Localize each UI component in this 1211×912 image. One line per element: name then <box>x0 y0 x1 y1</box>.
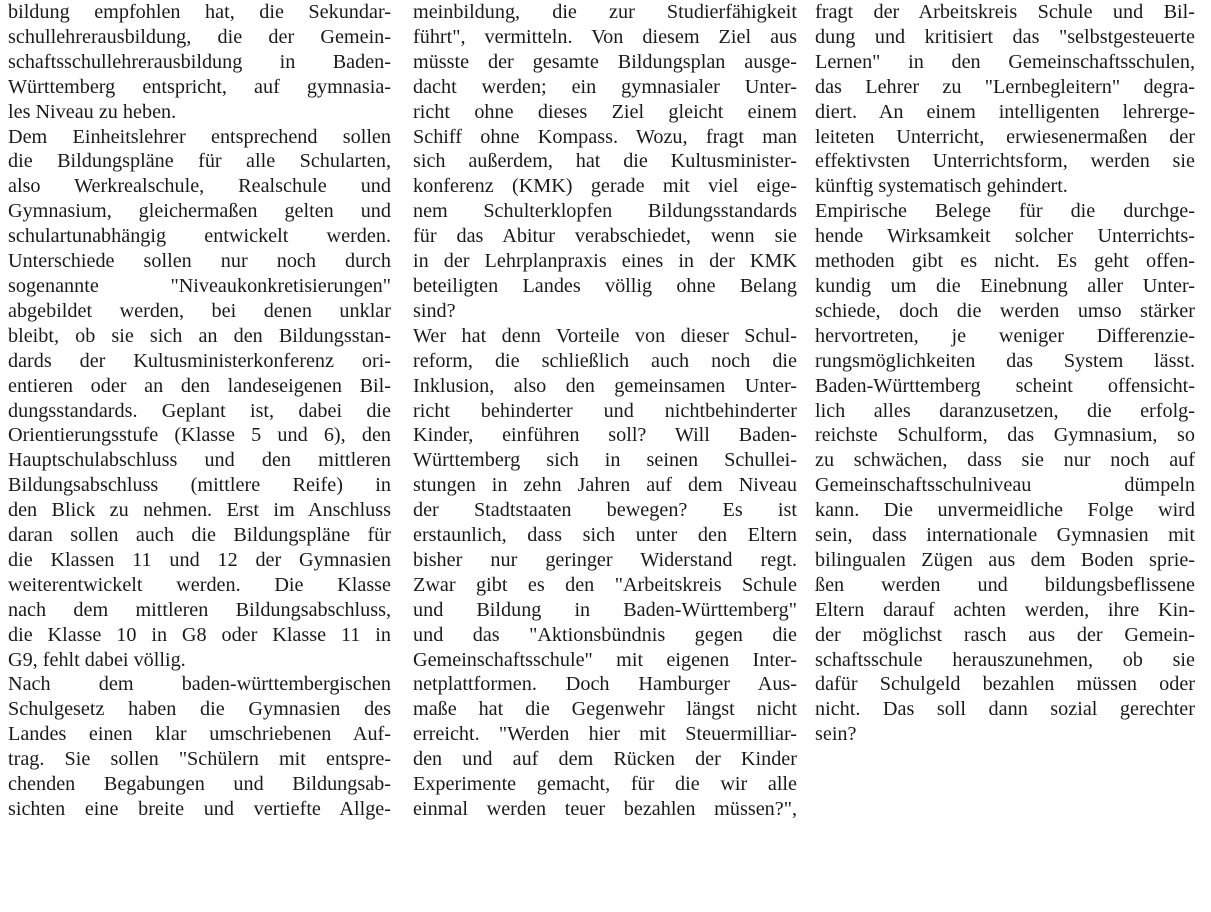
text-line: rungsmöglichkeiten das System lässt. <box>815 349 1195 372</box>
text-line: reichste Schulform, das Gymnasium, so <box>815 424 1195 447</box>
text-line: weiterentwickelt werden. Die Klasse <box>8 573 391 596</box>
text-line: sogenannte "Niveaukonkretisierungen" <box>8 274 391 297</box>
text-line: also Werkrealschule, Realschule und <box>8 175 391 198</box>
paragraph <box>8 672 391 821</box>
text-line: Lernen" in den Gemeinschaftsschulen, <box>815 50 1195 73</box>
text-line: die Klasse 10 in G8 oder Klasse 11 in <box>8 623 391 646</box>
paragraph <box>815 199 1195 747</box>
text-line: netplattformen. Doch Hamburger Aus- <box>413 673 797 696</box>
text-line: bildung empfohlen hat, die Sekundar- <box>8 1 391 23</box>
text-line: schulartunabhängig entwickelt werden. <box>8 225 391 248</box>
text-line: zu schwächen, dass sie nur noch auf <box>815 449 1195 472</box>
text-line: für das Abitur verabschiedet, wenn sie <box>413 225 797 248</box>
text-line: hende Wirksamkeit solcher Unterrichts- <box>815 225 1195 248</box>
text-line: und das "Aktionsbündnis gegen die <box>413 623 797 646</box>
text-line: schaftsschule herauszunehmen, ob sie <box>815 648 1195 671</box>
text-line: richt behinderter und nichtbehinderter <box>413 399 797 422</box>
text-line: künftig systematisch gehindert. <box>815 175 1068 198</box>
text-line: daran sollen auch die Bildungspläne für <box>8 524 391 547</box>
text-line: methoden gibt es nicht. Es geht offen- <box>815 250 1195 273</box>
text-line: der Stadtstaaten bewegen? Es ist <box>413 499 797 522</box>
text-line: in der Lehrplanpraxis eines in der KMK <box>413 250 797 273</box>
text-line: meinbildung, die zur Studierfähigkeit <box>413 1 797 23</box>
text-line: sein? <box>815 723 857 746</box>
text-line: chenden Begabungen und Bildungsab- <box>8 773 391 796</box>
text-line: entieren oder an den landeseigenen Bil- <box>8 374 391 397</box>
text-line: bisher nur geringer Widerstand regt. <box>413 548 797 571</box>
text-line: bleibt, ob sie sich an den Bildungsstan- <box>8 324 391 347</box>
text-line: Unterschiede sollen nur noch durch <box>8 250 391 273</box>
text-line: Württemberg entspricht, auf gymnasia- <box>8 75 391 98</box>
text-line: und Bildung in Baden-Württemberg" <box>413 598 797 621</box>
text-line: diert. An einem intelligenten lehrerge- <box>815 100 1195 123</box>
text-line: hervortreten, je weniger Differenzie- <box>815 324 1195 347</box>
text-line: schaftsschullehrerausbildung in Baden- <box>8 50 391 73</box>
text-line: reform, die schließlich auch noch die <box>413 349 797 372</box>
text-line: bilingualen Zügen aus dem Boden sprie- <box>815 548 1195 571</box>
text-line: die Bildungspläne für alle Schularten, <box>8 150 391 173</box>
text-line: fragt der Arbeitskreis Schule und Bil- <box>815 1 1195 23</box>
text-line: G9, fehlt dabei völlig. <box>8 648 186 671</box>
text-line: Nach dem baden-württembergischen <box>8 673 391 696</box>
text-line: Baden-Württemberg scheint offensicht- <box>815 374 1195 397</box>
text-line: Gemeinschaftsschulniveau dümpeln <box>815 474 1195 497</box>
text-line: sichten eine breite und vertiefte Allge- <box>8 798 391 820</box>
text-line: dung und kritisiert das "selbstgesteuerte <box>815 25 1195 48</box>
text-line: Gemeinschaftsschule" mit eigenen Inter- <box>413 648 797 671</box>
text-line: den Blick zu nehmen. Erst im Anschluss <box>8 499 391 522</box>
text-line: stungen in zehn Jahren auf dem Niveau <box>413 474 797 497</box>
text-line: trag. Sie sollen "Schülern mit entspre- <box>8 748 391 771</box>
paragraph <box>413 0 797 324</box>
paragraph <box>815 0 1195 199</box>
text-line: lich alles daranzusetzen, die erfolg- <box>815 399 1195 422</box>
text-line: sich außerdem, hat die Kultusminister- <box>413 150 797 173</box>
text-line: Wer hat denn Vorteile von dieser Schul- <box>413 324 797 347</box>
text-line: sind? <box>413 299 456 322</box>
text-line: erreicht. "Werden hier mit Steuermilliar- <box>413 723 797 746</box>
paragraph <box>413 324 797 822</box>
text-line: ßen werden und bildungsbeflissene <box>815 573 1195 596</box>
text-column-2 <box>413 0 797 822</box>
text-line: schullehrerausbildung, die der Gemein- <box>8 25 391 48</box>
text-line: schiede, doch die werden umso stärker <box>815 299 1195 322</box>
text-line: Kinder, einführen soll? Will Baden- <box>413 424 797 447</box>
text-line: Schiff ohne Kompass. Wozu, fragt man <box>413 125 797 148</box>
paragraph <box>8 0 391 125</box>
text-column-3 <box>815 0 1195 747</box>
text-line: konferenz (KMK) gerade mit viel eige- <box>413 175 797 198</box>
text-line: Württemberg sich in seinen Schullei- <box>413 449 797 472</box>
text-line: nach dem mittleren Bildungsabschluss, <box>8 598 391 621</box>
text-line: maße hat die Gegenwehr längst nicht <box>413 698 797 721</box>
text-line: Zwar gibt es den "Arbeitskreis Schule <box>413 573 797 596</box>
text-line: nem Schulterklopfen Bildungsstandards <box>413 200 797 223</box>
text-line: Eltern darauf achten werden, ihre Kin- <box>815 598 1195 621</box>
paragraph <box>8 125 391 673</box>
text-line: Schulgesetz haben die Gymnasien des <box>8 698 391 721</box>
text-line: erstaunlich, dass sich unter den Eltern <box>413 524 797 547</box>
text-line: Dem Einheitslehrer entsprechend sollen <box>8 125 391 148</box>
text-line: Orientierungsstufe (Klasse 5 und 6), den <box>8 424 391 447</box>
text-line: kundig um die Einebnung aller Unter- <box>815 274 1195 297</box>
text-line: den und auf dem Rücken der Kinder <box>413 748 797 771</box>
text-line: dafür Schulgeld bezahlen müssen oder <box>815 673 1195 696</box>
text-line: Hauptschulabschluss und den mittleren <box>8 449 391 472</box>
text-line: Gymnasium, gleichermaßen gelten und <box>8 200 391 223</box>
text-line: Bildungsabschluss (mittlere Reife) in <box>8 474 391 497</box>
text-line: die Klassen 11 und 12 der Gymnasien <box>8 548 391 571</box>
text-line: Empirische Belege für die durchge- <box>815 200 1195 223</box>
text-line: beteiligten Landes völlig ohne Belang <box>413 274 797 297</box>
text-line: müsste der gesamte Bildungsplan ausge- <box>413 50 797 73</box>
text-line: abgebildet werden, bei denen unklar <box>8 299 391 322</box>
text-line: dards der Kultusministerkonferenz ori- <box>8 349 391 372</box>
text-line: dacht werden; ein gymnasialer Unter- <box>413 75 797 98</box>
text-line: Experimente gemacht, für die wir alle <box>413 773 797 796</box>
text-line: Inklusion, also den gemeinsamen Unter- <box>413 374 797 397</box>
text-line: leiteten Unterricht, erwiesenermaßen der <box>815 125 1195 148</box>
text-line: der möglichst rasch aus der Gemein- <box>815 623 1195 646</box>
text-line: effektivsten Unterrichtsform, werden sie <box>815 150 1195 173</box>
text-line: kann. Die unvermeidliche Folge wird <box>815 499 1195 522</box>
text-column-1 <box>8 0 391 822</box>
text-line: einmal werden teuer bezahlen müssen?", <box>413 798 797 820</box>
text-line: richt ohne dieses Ziel gleicht einem <box>413 100 797 123</box>
text-line: nicht. Das soll dann sozial gerechter <box>815 698 1195 721</box>
text-line: sein, dass internationale Gymnasien mit <box>815 524 1195 547</box>
text-line: les Niveau zu heben. <box>8 100 177 123</box>
text-line: Landes einen klar umschriebenen Auf- <box>8 723 391 746</box>
text-line: das Lehrer zu "Lernbegleitern" degra- <box>815 75 1195 98</box>
text-line: führt", vermitteln. Von diesem Ziel aus <box>413 25 797 48</box>
text-line: dungsstandards. Geplant ist, dabei die <box>8 399 391 422</box>
